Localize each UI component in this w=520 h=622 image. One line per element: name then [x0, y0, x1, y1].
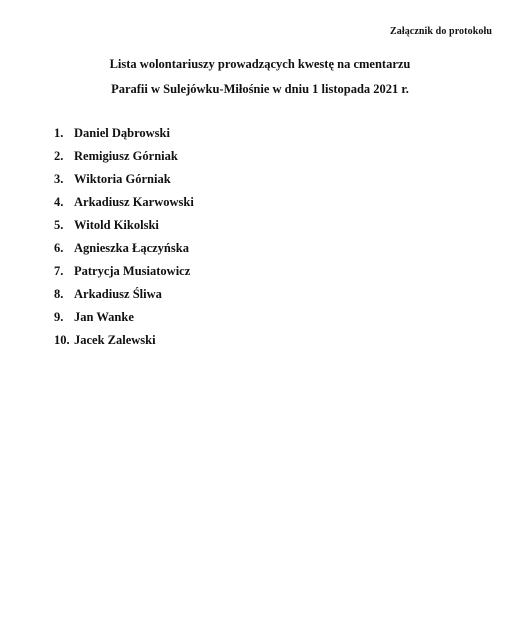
list-item-number: 7. — [54, 264, 64, 278]
document-title-line-1: Lista wolontariuszy prowadzących kwestę na cmentarzu — [109, 57, 411, 71]
list-item — [54, 310, 194, 333]
list-item-number: 4. — [54, 195, 64, 209]
list-item-name: Remigiusz Górniak — [74, 149, 178, 163]
list-item — [54, 241, 194, 264]
list-item — [54, 333, 194, 356]
document-title-line-2: Parafii w Sulejówku-Miłośnie w dniu 1 listopada 2021 r. — [111, 82, 409, 96]
list-item — [54, 218, 194, 241]
list-item-number: 10. — [54, 333, 70, 347]
list-item — [54, 172, 194, 195]
list-item — [54, 195, 194, 218]
list-item-name: Agnieszka Łączyńska — [74, 241, 189, 255]
list-item-name: Witold Kikolski — [74, 218, 159, 232]
list-item-name: Wiktoria Górniak — [74, 172, 171, 186]
annex-label: Załącznik do protokołu — [389, 26, 492, 37]
volunteer-list — [54, 126, 194, 356]
list-item — [54, 287, 194, 310]
list-item-name: Arkadiusz Śliwa — [74, 287, 162, 301]
list-item-number: 8. — [54, 287, 64, 301]
list-item-name: Daniel Dąbrowski — [74, 126, 170, 140]
list-item-number: 6. — [54, 241, 64, 255]
list-item-number: 1. — [54, 126, 64, 140]
list-item-number: 3. — [54, 172, 64, 186]
list-item-name: Arkadiusz Karwowski — [74, 195, 194, 209]
list-item-name: Jan Wanke — [74, 310, 134, 324]
list-item — [54, 264, 194, 287]
list-item-number: 5. — [54, 218, 64, 232]
list-item-name: Patrycja Musiatowicz — [74, 264, 191, 278]
list-item-name: Jacek Zalewski — [74, 333, 156, 347]
list-item — [54, 149, 194, 172]
list-item-number: 2. — [54, 149, 64, 163]
list-item-number: 9. — [54, 310, 64, 324]
list-item — [54, 126, 194, 149]
